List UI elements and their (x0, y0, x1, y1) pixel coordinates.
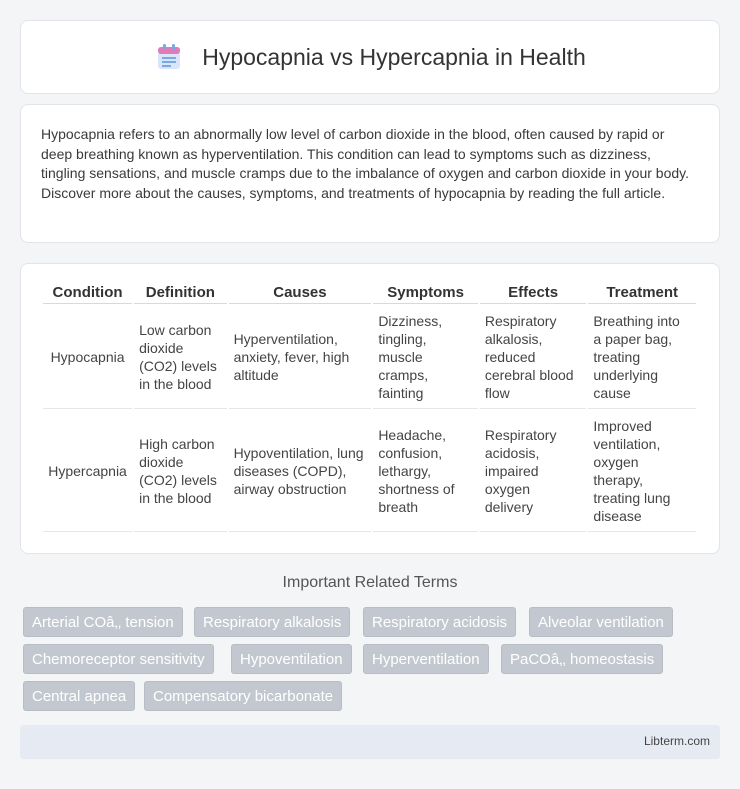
term-tag[interactable]: Compensatory bicarbonate (144, 681, 342, 711)
term-tag[interactable]: Alveolar ventilation (529, 607, 673, 637)
intro-card (20, 104, 720, 243)
comparison-table (41, 278, 698, 534)
term-tag[interactable]: Hyperventilation (363, 644, 489, 674)
cell-effects: Respiratory acidosis, impaired oxygen delivery (480, 411, 587, 532)
table-header-row (43, 280, 696, 304)
intro-text: Hypocapnia refers to an abnormally low level of carbon dioxide in the blood, often caused by rapid or deep breathing known as hyperventilation. This condition can lead to symptoms such as dizziness, tingling sensations, and muscle cramps due to the imbalance of oxygen and carbon dioxide in your body. Discover more about the causes, symptoms, and treatments of hypocapnia by reading the full article. (41, 126, 690, 201)
related-terms-title: Important Related Terms (282, 574, 458, 591)
term-tag[interactable]: Respiratory acidosis (363, 607, 516, 637)
cell-symptoms: Headache, confusion, lethargy, shortness of breath (373, 411, 478, 532)
table-row (43, 306, 696, 409)
cell-symptoms: Dizziness, tingling, muscle cramps, fainting (373, 306, 478, 409)
calendar-icon (154, 42, 184, 72)
term-tag[interactable]: Arterial COâ‚‚ tension (23, 607, 183, 637)
cell-effects: Respiratory alkalosis, reduced cerebral blood flow (480, 306, 587, 409)
header-definition: Definition (134, 280, 226, 304)
header-effects: Effects (480, 280, 587, 304)
term-tag[interactable]: Hypoventilation (231, 644, 352, 674)
footer-site-link[interactable]: Libterm.com (643, 734, 710, 748)
term-tag[interactable]: PaCOâ‚‚ homeostasis (501, 644, 663, 674)
comparison-card (20, 263, 720, 554)
cell-treatment: Breathing into a paper bag, treating underlying cause (588, 306, 696, 409)
term-tag[interactable]: Chemoreceptor sensitivity (23, 644, 214, 674)
header-causes: Causes (229, 280, 372, 304)
cell-condition: Hypocapnia (43, 306, 132, 409)
term-tag[interactable]: Respiratory alkalosis (194, 607, 350, 637)
table-row (43, 411, 696, 532)
cell-condition: Hypercapnia (43, 411, 132, 532)
cell-definition: Low carbon dioxide (CO2) levels in the blood (134, 306, 226, 409)
cell-definition: High carbon dioxide (CO2) levels in the blood (134, 411, 226, 532)
page-title: Hypocapnia vs Hypercapnia in Health (202, 43, 586, 70)
header-condition: Condition (43, 280, 132, 304)
footer (20, 725, 720, 759)
header-card (20, 20, 720, 94)
cell-treatment: Improved ventilation, oxygen therapy, treating lung disease (588, 411, 696, 532)
header-symptoms: Symptoms (373, 280, 478, 304)
cell-causes: Hypoventilation, lung diseases (COPD), airway obstruction (229, 411, 372, 532)
cell-causes: Hyperventilation, anxiety, fever, high altitude (229, 306, 372, 409)
term-tag[interactable]: Central apnea (23, 681, 135, 711)
header-treatment: Treatment (588, 280, 696, 304)
